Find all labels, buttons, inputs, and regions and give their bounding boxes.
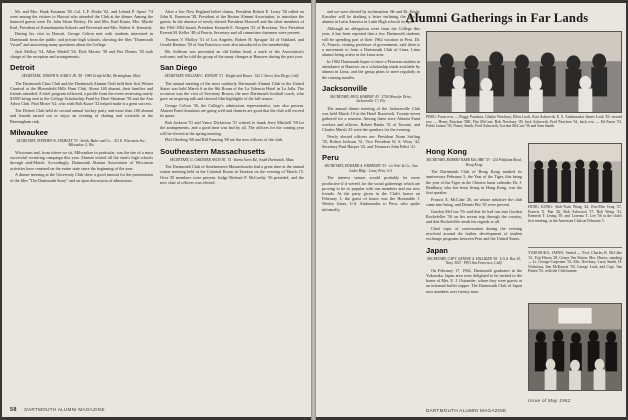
left-footer: [10, 407, 105, 413]
hongkong-text: The Dartmouth Club of Hong Kong marked its anniversary February 5, the Year of the Tiger, this being the year of the Tiger in the Chinese lunar calendar. Dr. J. Bradbury, who has been living in Hong Kong, was the first speaker.: [426, 169, 522, 195]
southeastern-heading: Southeastern Massachusetts: [160, 146, 266, 156]
right-col-2: [426, 143, 522, 295]
right-col2-p5: Chief topic of conversation during the evening revolved around the further development of student exchange programs between Peru and the United States.: [426, 226, 522, 242]
yokosuka-photo-caption: YOKOSUKA, JAPAN: Seated — Prof. Charles R. McCabe '41, Yoji Hirota '28, Genye Van Patten, Mrs. Hirota; standing — Lt. George Carpenter '55, Mrs. Newbury, Larry Smith, H. Nicholaas, Jim McKenzie '59, George Lord, and Capt. Van Patten '53, with the Club banner.: [528, 251, 622, 274]
left-col1-p3: Jack Molloy '54, Allen Wadell '54, Dick Mosier '38 and Fitz Dennis '30 took charge of the reception and arrangements.: [10, 48, 153, 59]
milwaukee-heading: Milwaukee: [10, 127, 48, 137]
right-col1-p5: Newly elected officers are: President Norm Stirling '35, Robert Jackson '31, Vice President W. S. Wray '42, Secretary Paul Harper '43, and Treasurer John Pabst '41.: [322, 133, 420, 150]
japan-text: On February 17, 1962, Dartmouth graduates in the Yokosuka, Japan area were delighted to be invited to the home of Mrs. E. J. Ostrander, where they were guests at an informal buffet supper. The Dartmouth Club of Japan now numbers over twenty men.: [426, 267, 522, 294]
left-col1-p7: A dinner meeting at the University Club drew a good turnout for the presentation of the film "The Dartmouth Story" and an open discussion of admissions.: [10, 172, 153, 183]
detroit-byline: SECRETARY, JOSEPH W. KARLY JR. '58 · 1980 Grisfield Rd., Birmingham, Mich.: [21, 74, 142, 79]
hongkong-photo-caption: HONG KONG: Shih-Tsuh Wong '44, Fon-Min Tong '27, Francis X. Pan '26, Bob Ashwood '17, Bob Wong '31, Kenneth T. Leung '39, and Lorenzo T. Lee '56 at the club's first meeting, at the American Club on February 5.: [528, 205, 622, 223]
jacksonville-text: The annual dinner meeting of the Jacksonville Club was held March 10 at the Hotel Roosevelt. Twenty-seven gathered for a reunion. Among them were Alumni Fund workers and officers. Robert Banks '31 of Toronto, and Charles Marsh '43 were the speakers for the evening.: [322, 106, 420, 132]
japan-byline: SECRETARY, CAPT. GENESE A. HILLIKER '38 · U.S.A. Box 19, Navy 3923 · FPO San Francisco, Calif.: [427, 256, 521, 266]
right-col1-p3: In 1962 Dartmouth hopes to have a Peruvian student in attendance at Hanover on a scholarship made available by alumni in Lima, and the group plans to meet regularly in the coming months.: [322, 59, 420, 80]
southeastern-text: The Dartmouth Club of Southeastern Massachusetts had a great time at the annual winter meeting held at the Colonial Room in Taunton on the evening of March 15. Over 50 members were present. Judge Richard P. McCarthy '36 presided, and the new slate of officers was elected.: [160, 164, 304, 185]
left-col2-p6: Bob Jackson '51 and Vance Dickerson '51 wished to thank Jerry Mitchell '58 for the arrangements, and a good time was had by all. The officers for the coming year will be elected at the spring meeting.: [160, 120, 304, 136]
left-col2-p3: Mr. Sullivan was presented an old Indian head, a mark of the Association's welcome, and he told the group of the many changes at Hanover during the past year.: [160, 48, 304, 59]
hongkong-heading: Hong Kong: [426, 147, 467, 156]
left-col1-intro: Mr. and Mrs. Hank Eastman '38, Col. L.F. Drake '62, and Leland P. Spore '74 were among the visitors to Hawaii who attended the Club at the dinner. Among the honored guests were Dr. John Sloan Dickey, Dr. and Mrs. Karl Kautz, Mrs. Myrtle Karl, President of Kamehameha Schools and Reverend and Mrs. Robert A. Kennedy.: [10, 9, 153, 30]
right-col2-p4: Gordon McCrae '55 said that he had run into Gordon Rockefeller '56 on his recent trip through the country, and that Rockefeller sends his regards to all.: [426, 208, 522, 225]
right-col-1: [322, 9, 420, 213]
japan-heading: Japan: [426, 245, 448, 255]
right-footer-title: DARTMOUTH ALUMNI MAGAZINE: [426, 408, 507, 413]
yokosuka-group-photo: [528, 303, 622, 391]
jacksonville-heading: Jacksonville: [322, 83, 368, 93]
right-footer: [426, 408, 506, 413]
milwaukee-text: Wisconsin and, from where we sit, Milwaukee in particular, was the site of a most successful recruiting campaign this year. Alumni visited all the state's high schools through mid-March. Accordingly, Dartmouth Alumni Association of Wisconsin activities have centered on the entire state since the beginning of the year.: [10, 150, 153, 171]
left-col2-p5: George Colton '36, the College's admissions representative, was also present. Alumni Fund donations are going well and chances are good that the club will exceed its quota.: [160, 103, 304, 119]
peru-byline: SECRETARY, EDWARD A. FAIRBURN '53 · c/o Weir & Co., San Isidro Bldg. · Lima, Peru, S.A.: [324, 164, 418, 173]
sandiego-heading: San Diego: [160, 63, 198, 73]
right-page: [316, 3, 626, 417]
jacksonville-byline: SECRETARY, PAUL HARPER '43 · 3728 Monofer Drive, Jacksonville 17, Fla.: [330, 94, 412, 104]
left-col1-p2: During his visit in Hawaii, George Colton met with students interested in Dartmouth from the public and private high schools, showing the film "Dartmouth Visual" and answering many questions about the College.: [10, 31, 153, 47]
peru-text: The interest season would probably be more productive if it weren't for the social gatherings which are proving to be so popular with our members and our new friends. At the party given in the Club's honor on February 1, the guest of honor was the Honorable J. Wesley Jones, U.S. Ambassador to Peru, who spoke informally.: [322, 175, 420, 212]
sandiego-byline: SECRETARY, WILLIAM C. KNIGHT '51 · Knight and Bowes · 522 C Street, San Diego, Calif.: [164, 74, 300, 79]
left-col2-p7: Phil Oberling '68 and Bill Fanning '69 are the new officers of the club.: [165, 137, 283, 143]
left-footer-title: DARTMOUTH ALUMNI MAGAZINE: [24, 407, 105, 412]
left-col-1: [10, 9, 153, 184]
divider: [528, 247, 622, 248]
left-col2-p2: Thomas V. Molloy '51 of Los Angeles, Robert H. Sprague '44 of Oakland, and Gerald Haskins '50 of San Francisco were also introduced to the membership.: [160, 36, 304, 47]
right-col1-p2: Although no delegation went from the College this year, it has been reported that a few Dartmouth students will be spending part of their 1962 vacation in Peru. Dr. A. Francis, visiting professor of government, said there is a movement to form a Dartmouth Club of Lima, Lima alumni being active in the Lima area.: [322, 26, 420, 58]
left-col1-p5: The Detroit Club held its second annual hockey party and more than 100 alumni and friends turned out to enjoy an evening of skating and cocktails at the Birmingham rink.: [10, 108, 153, 124]
peru-group-photo: [426, 31, 622, 113]
page-title: Alumni Gatherings in Far Lands: [405, 11, 589, 25]
southeastern-byline: SECRETARY, G. GARDNER ASCH JR. '51 · Kama Acres Rd., South Dartmouth, Mass.: [169, 157, 295, 162]
peru-photo-caption: PERU: Front row — Peggy Pauchon, Gladys Newbury, Ellen Look, Kati Ashworth, E. S. Ambassador James Look '29, second row — Henry Pauchon '38E, Fitz McCrae, Bob Newbury '49, Jack Ashworth, Fred Pauchon '61, back row — Ed Faron '53, Pablo Letzna '58, Nancy Smith, Fred Ashworth, Gordon McCrae '56 and Sam Smith.: [426, 115, 622, 129]
left-page: [2, 3, 311, 417]
left-col-2: [160, 9, 304, 187]
peru-heading: Peru: [322, 153, 339, 163]
detroit-text: The Dartmouth Class Club and the Dartmouth Alumni Club held their first Winter Carnival at the Bloomfield Hills Hunt Club. About 140 alumni, their families and friends attended. A brief program followed, a profile from the event reviewing nearly $1500 being sent to the College Scholarship Fund by Dave Sherman '58 and the Ann Arbor Club. Paul Moser '62, who with Bob Kuser '32 helped make it a great success.: [10, 80, 153, 107]
issue-label: Issue of May 1962: [528, 398, 571, 403]
hongkong-byline: SECRETARY, ROBERT KARR McCABE '53 · 124 Pokfulam Road, Hong Kong: [426, 158, 522, 167]
right-col2-p7: Francis X. McCabe '26, on whose initiative the club came into being, and Dennis Pitt '35 were present.: [426, 196, 522, 207]
left-page-number: 58: [10, 407, 17, 413]
milwaukee-byline: SECRETARY, STEPHEN W. STAMLEY '53 · Smith, Baker and Co. · 411 E. Wisconsin Ave., Milwaukee 2, Wis.: [16, 138, 147, 148]
hongkong-group-photo: [528, 143, 622, 203]
right-col1-intro: and we were elected by acclamation. He and Dr. Emily Kavalier will be drafting a letter outlining the idea to alumni in Latin America in Latin High schools in April.: [322, 9, 420, 25]
left-col2-intro: After a few New England belief claims, President Robert E. Leary '50 called on John K. Emerson '38, President of the Boston Alumni Association, to introduce the guests. In the absence of newly elected President Maxwell and the other members of the 1961-1962 board, President Kenneth E. Norgren '52 of Brockton, Vice President Everett M. Keller '48 of Peoria, Secretary and all committee chairmen were present.: [160, 9, 304, 35]
sandiego-text: The annual meeting of the most southerly Dartmouth Alumni Club in the United States was held March 6 in the Ski Room of the La Valencia Hotel in La Jolla. The occasion was the visit of Secretary Brown, the new Dartmouth football coach, who gave an inspiring talk and showed film highlights of the fall season.: [160, 80, 304, 102]
detroit-heading: Detroit: [10, 63, 35, 73]
